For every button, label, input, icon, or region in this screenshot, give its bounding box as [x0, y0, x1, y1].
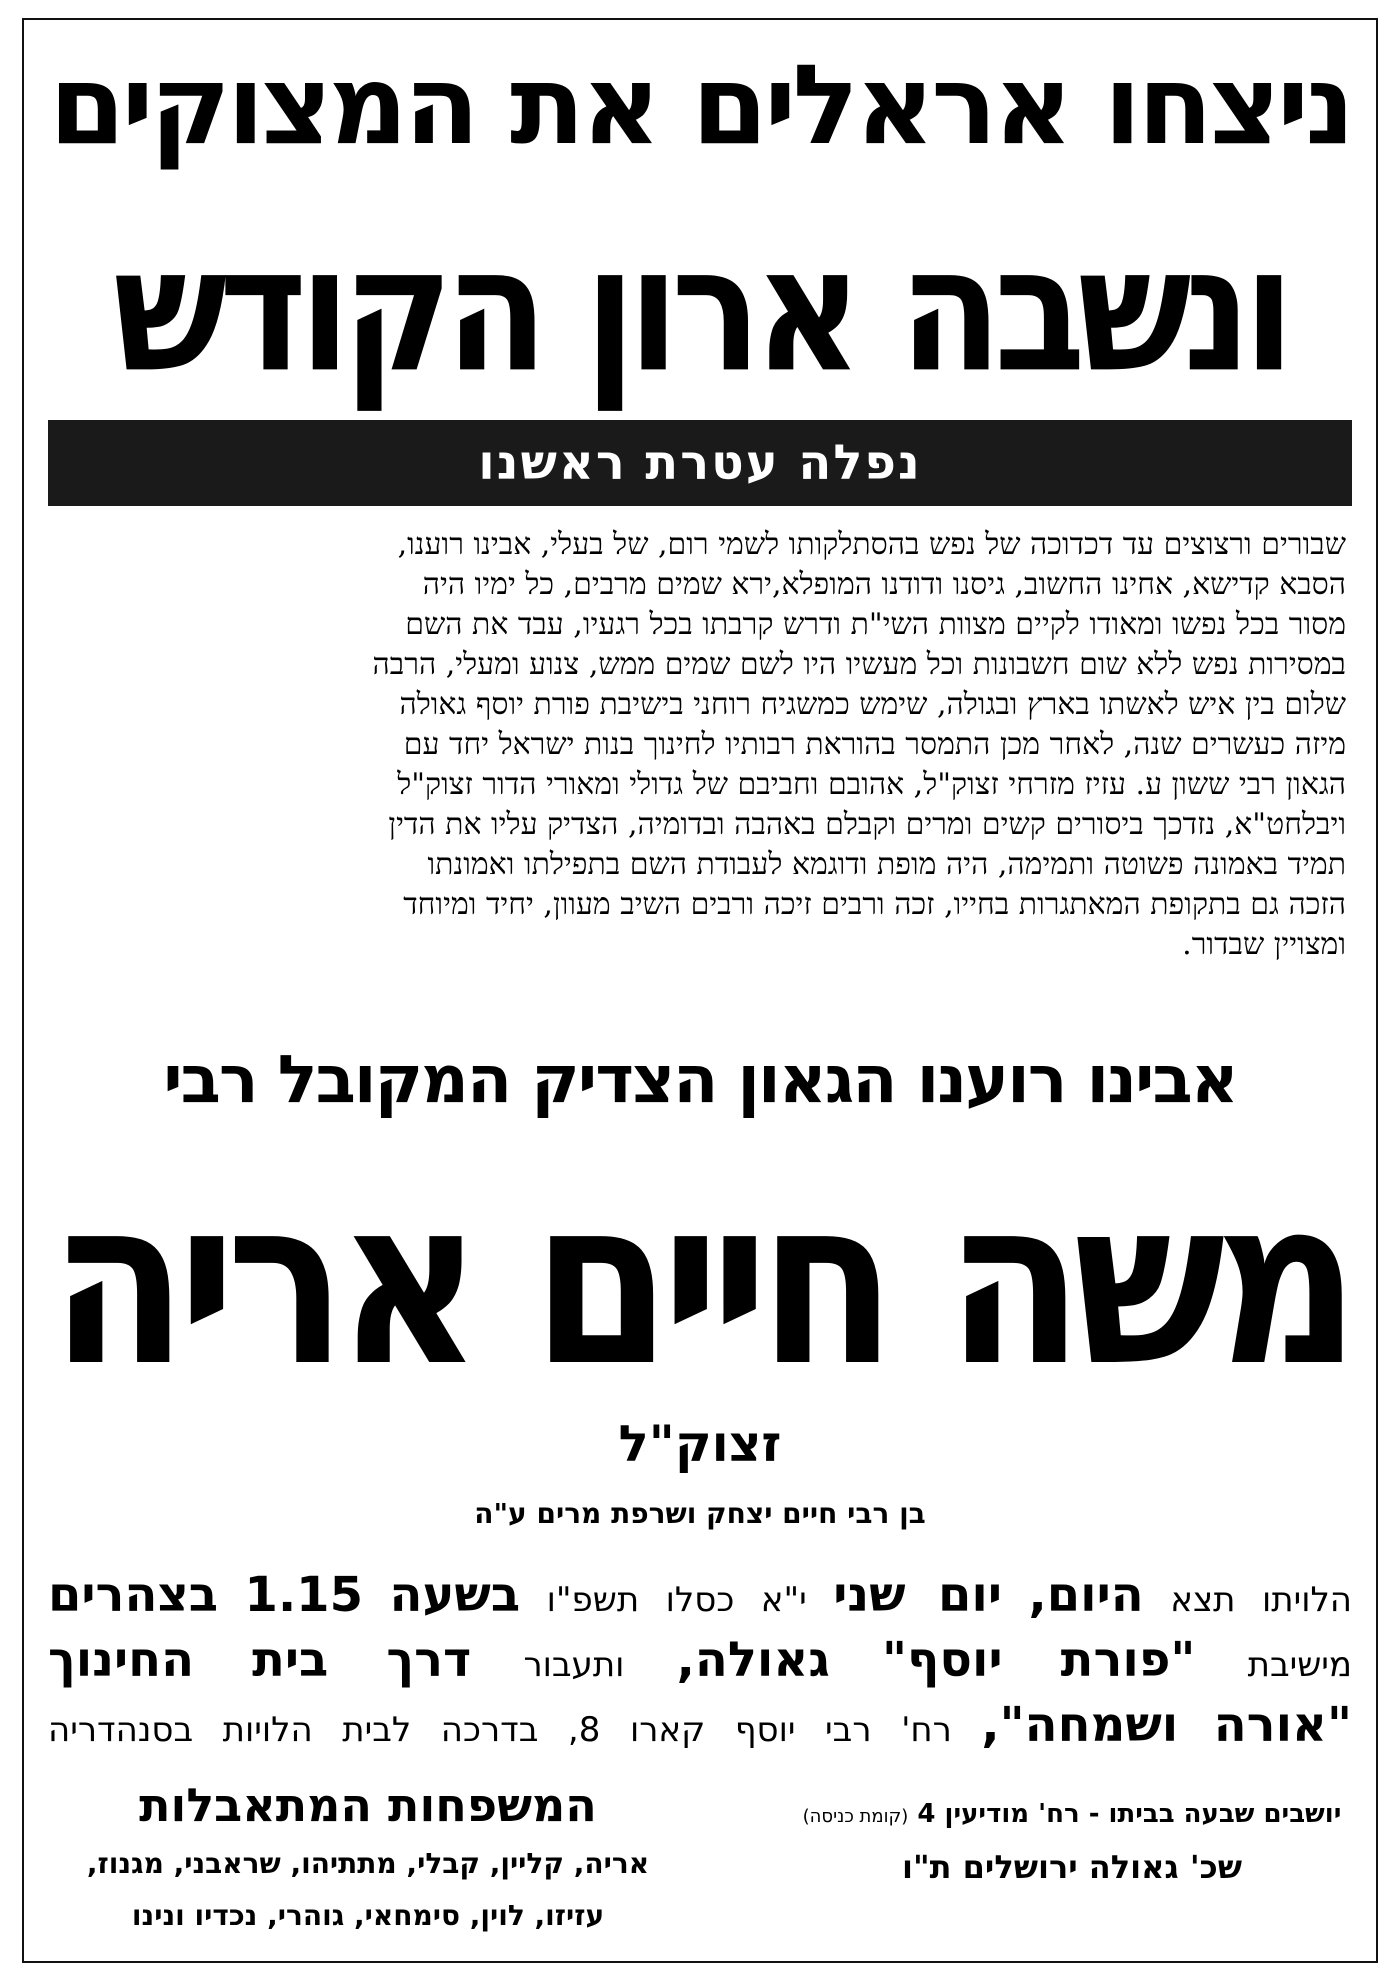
- funeral-details: [48, 1565, 1352, 1760]
- eulogy-line: מיזה כעשרים שנה, לאחר מכן התמסר בהוראת רבותיו לחינוך בנות ישראל יחד עם: [403, 727, 1346, 762]
- shiva-neighborhood: שכ' גאולה ירושלים ת"ו: [901, 1848, 1243, 1886]
- honorific-title: אבינו רוענו הגאון הצדיק המקובל רבי: [163, 1041, 1237, 1118]
- funeral-text: הלויתו תצא: [1170, 1580, 1353, 1620]
- shiva-info: [792, 1790, 1352, 1893]
- shiva-label: יושבים שבעה בביתו - רח' מודיעין 4: [917, 1799, 1342, 1829]
- eulogy-line: הגאון רבי ששון ע. עזיז מזרחי זצוק"ל, אהובם וחביבם של גדולי ומאורי הדור זצוק"ל: [397, 767, 1346, 802]
- funeral-row-1: [48, 1565, 1352, 1630]
- funeral-text: ותעבור: [523, 1645, 625, 1685]
- eulogy-line: שלום בין איש לאשתו בארץ ובגולה, שימש כמשגיח רוחני בישיבת פורת יוסף גאולה: [399, 687, 1346, 722]
- funeral-school: "אורה ושמחה",: [981, 1697, 1353, 1753]
- eulogy-line: במסירות נפש ללא שום חשבונות וכל מעשיו היו לשם שמים ממש, צנוע ומעלי, הרבה: [372, 647, 1346, 682]
- shiva-address: [792, 1790, 1352, 1841]
- funeral-neighborhood: גאולה,: [676, 1632, 830, 1688]
- funeral-text: מישיבת: [1247, 1645, 1352, 1685]
- funeral-time: 1.15: [244, 1567, 363, 1623]
- headline-line-1: ניצחו אראלים את המצוקים: [48, 41, 1352, 169]
- funeral-at-hour: בשעה: [389, 1567, 521, 1623]
- families-names-2: עזיזו, לוין, סימחאי, גוהרי, נכדיו ונינו: [131, 1899, 605, 1932]
- families-names-1: אריה, קליין, קבלי, מתתיהו, שראבני, מגנוז,: [86, 1847, 650, 1880]
- eulogy-line: ומצויין שבדור.: [1182, 927, 1346, 962]
- funeral-yeshiva: "פורת יוסף": [881, 1632, 1196, 1688]
- black-band-title: נפלה עטרת ראשנו: [48, 420, 1352, 506]
- mourning-families: [48, 1772, 688, 1942]
- deceased-name: משה חיים אריה: [50, 1149, 1350, 1418]
- eulogy-line: הסבא קדישא, אחינו החשוב, גיסנו ודודנו המופלא,ירא שמים מרבים, כל ימיו היה: [422, 567, 1346, 602]
- eulogy-line: תמיד באמונה פשוטה ותמימה, היה מופת ודוגמא לעבודת השם בתפילתו ואמונתו: [427, 847, 1346, 882]
- shiva-floor: (קומת כניסה): [802, 1806, 909, 1827]
- funeral-destination: רח' רבי יוסף קארו 8, בדרכה לבית הלויות בסנהדריה: [48, 1710, 952, 1750]
- eulogy-line: מסור בכל נפשו ומאודו לקיים מצוות השי"ת ודרש קרבתו בכל רגעיו, עבד את השם: [405, 607, 1346, 642]
- funeral-row-2: [48, 1630, 1352, 1695]
- notice-content: [48, 20, 1352, 1961]
- eulogy-paragraph: [54, 525, 1346, 965]
- families-title: המשפחות המתאבלות: [139, 1778, 597, 1832]
- funeral-row-3: [48, 1695, 1352, 1760]
- funeral-route: דרך בית החינוך: [48, 1632, 472, 1688]
- funeral-date: י"א כסלו תשפ"ו: [546, 1580, 807, 1620]
- eulogy-line: ויבלחט"א, נזדכך ביסורים קשים ומרים וקבלם באהבה ובדומיה, הצדיק עליו את הדין: [388, 807, 1346, 842]
- eulogy-line: שבורים ורצוצים עד דכדוכה של נפש בהסתלקותו לשמי רום, של בעלי, אבינו רוענו,: [397, 527, 1346, 562]
- eulogy-line: הזכה גם בתקופת המאתגרות בחייו, זכה ורבים זיכה ורבים השיב מעוון, יחיד ומיוחד: [403, 887, 1346, 922]
- death-notice: [22, 18, 1378, 1963]
- funeral-day: יום שני: [833, 1567, 1002, 1623]
- parents-line: בן רבי חיים יצחק ושרפת מרים ע"ה: [474, 1497, 926, 1530]
- funeral-afternoon: בצהרים: [48, 1567, 219, 1623]
- headline-line-2: ונשבה ארון הקודש: [113, 210, 1287, 411]
- funeral-today: היום,: [1028, 1567, 1144, 1623]
- zatzal-suffix: זצוק"ל: [618, 1415, 782, 1473]
